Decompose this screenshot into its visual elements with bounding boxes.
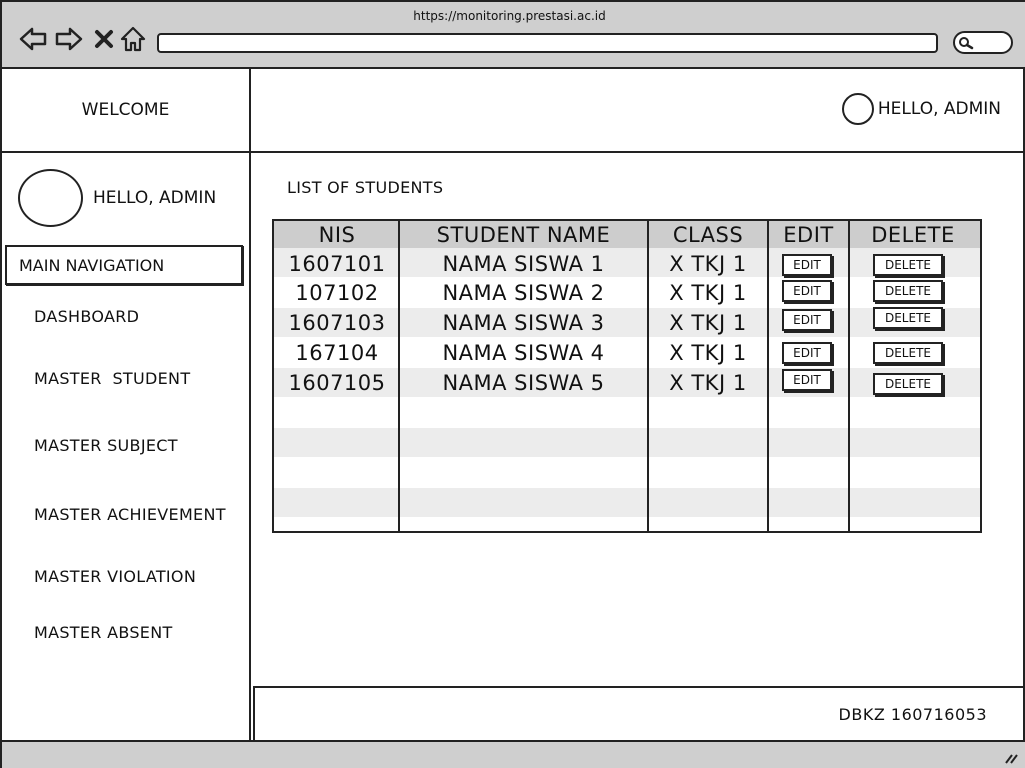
sidebar-item-master-achievement[interactable]: MASTER ACHIEVEMENT <box>34 505 226 524</box>
nis-cell: 1607103 <box>288 311 386 335</box>
column-header-class: CLASS <box>672 223 744 247</box>
browser-url: https://monitoring.prestasi.ac.id <box>413 9 606 23</box>
header-user[interactable] <box>842 93 1001 125</box>
student-name-cell: NAMA SISWA 1 <box>442 252 605 276</box>
back-arrow-icon[interactable] <box>18 24 48 54</box>
sidebar-item-dashboard[interactable]: DASHBOARD <box>34 307 140 326</box>
nis-cell: 1607101 <box>288 252 386 276</box>
search-icon <box>958 36 974 50</box>
column-header-student-name: STUDENT NAME <box>436 223 611 247</box>
class-cell: X TKJ 1 <box>669 371 747 395</box>
header-greeting: HELLO, ADMIN <box>877 99 1001 119</box>
welcome-banner: WELCOME <box>2 69 251 153</box>
footer <box>253 686 1025 740</box>
sidebar-item-master-student[interactable]: MASTER STUDENT <box>34 369 191 388</box>
sidebar-user <box>18 169 216 227</box>
student-name-cell: NAMA SISWA 3 <box>442 311 605 335</box>
browser-search-field[interactable] <box>953 31 1013 54</box>
student-name-cell: NAMA SISWA 4 <box>442 341 605 365</box>
avatar <box>18 169 83 227</box>
sidebar-item-master-absent[interactable]: MASTER ABSENT <box>34 623 173 642</box>
sidebar <box>2 153 251 740</box>
address-bar[interactable] <box>157 33 938 53</box>
edit-button[interactable]: EDIT <box>782 280 832 302</box>
edit-button[interactable]: EDIT <box>782 369 832 391</box>
delete-button[interactable]: DELETE <box>873 307 943 329</box>
class-cell: X TKJ 1 <box>669 311 747 335</box>
sidebar-item-master-violation[interactable]: MASTER VIOLATION <box>34 567 197 586</box>
delete-button[interactable]: DELETE <box>873 280 943 302</box>
top-header <box>251 69 1025 153</box>
class-cell: X TKJ 1 <box>669 281 747 305</box>
column-header-edit: EDIT <box>783 223 834 247</box>
edit-button[interactable]: EDIT <box>782 342 832 364</box>
delete-button[interactable]: DELETE <box>873 342 943 364</box>
student-name-cell: NAMA SISWA 2 <box>442 281 605 305</box>
nis-cell: 167104 <box>295 341 379 365</box>
browser-toolbar <box>2 2 1025 69</box>
resize-grip-icon[interactable] <box>1003 750 1019 764</box>
delete-button[interactable]: DELETE <box>873 254 943 276</box>
avatar <box>842 93 874 125</box>
edit-button[interactable]: EDIT <box>782 309 832 331</box>
nis-cell: 1607105 <box>288 371 386 395</box>
class-cell: X TKJ 1 <box>669 341 747 365</box>
students-table <box>272 219 982 533</box>
column-header-nis: NIS <box>318 223 356 247</box>
home-icon[interactable] <box>118 24 148 54</box>
main-navigation-header: MAIN NAVIGATION <box>5 245 243 285</box>
forward-arrow-icon[interactable] <box>54 24 84 54</box>
footer-text: DBKZ 160716053 <box>838 705 987 724</box>
student-name-cell: NAMA SISWA 5 <box>442 371 605 395</box>
page-title: LIST OF STUDENTS <box>287 178 444 197</box>
sidebar-greeting: HELLO, ADMIN <box>93 188 217 208</box>
close-icon[interactable] <box>89 24 119 54</box>
status-bar <box>2 740 1025 768</box>
delete-button[interactable]: DELETE <box>873 373 943 395</box>
nis-cell: 107102 <box>295 281 379 305</box>
sidebar-item-master-subject[interactable]: MASTER SUBJECT <box>34 436 178 455</box>
class-cell: X TKJ 1 <box>669 252 747 276</box>
column-header-delete: DELETE <box>871 223 955 247</box>
edit-button[interactable]: EDIT <box>782 254 832 276</box>
